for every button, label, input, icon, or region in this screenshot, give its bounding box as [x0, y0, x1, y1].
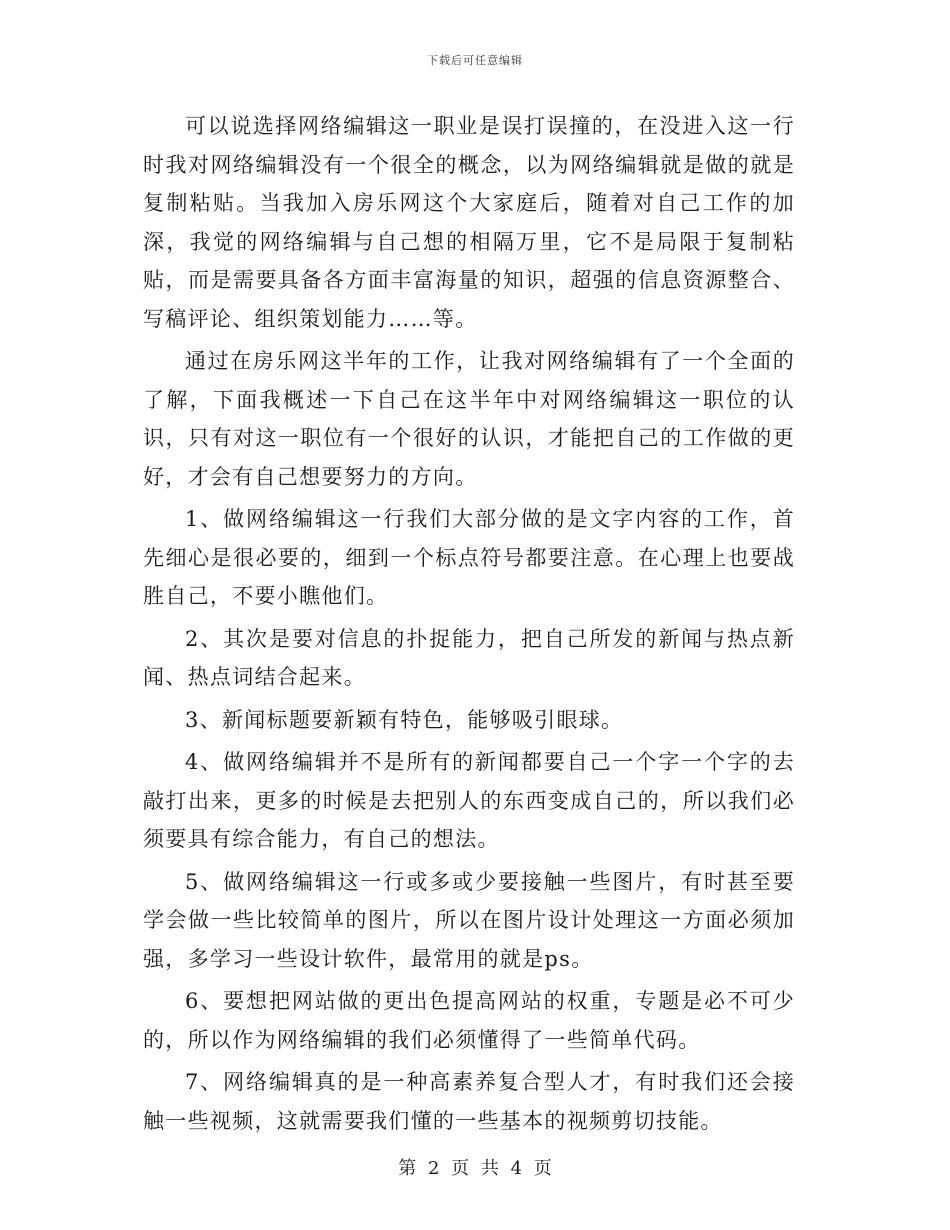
paragraph-point-7: 7、网络编辑真的是一种高素养复合型人才，有时我们还会接触一些视频，这就需要我们懂的一些基本的视频剪切技能。: [143, 1070, 795, 1133]
document-body: [143, 107, 795, 1144]
paragraph-intro: 可以说选择网络编辑这一职业是误打误撞的，在没进入这一行时我对网络编辑没有一个很全的概念，以为网络编辑就是做的就是复制粘贴。当我加入房乐网这个大家庭后，随着对自己工作的加深，我觉的网络编辑与自己想的相隔万里，它不是局限于复制粘贴，而是需要具备各方面丰富海量的知识，超强的信息资源整合、写稿评论、组织策划能力……等。: [143, 114, 795, 331]
paragraph-point-4: 4、做网络编辑并不是所有的新闻都要自己一个字一个字的去敲打出来，更多的时候是去把别人的东西变成自己的，所以我们必须要具有综合能力，有自己的想法。: [143, 750, 795, 851]
paragraph-point-2: 2、其次是要对信息的扑捉能力，把自己所发的新闻与热点新闻、热点词结合起来。: [143, 626, 795, 689]
page-header: 下载后可任意编辑: [427, 54, 523, 67]
paragraph-point-1: 1、做网络编辑这一行我们大部分做的是文字内容的工作，首先细心是很必要的，细到一个标点符号都要注意。在心理上也要战胜自己，不要小瞧他们。: [143, 507, 795, 608]
paragraph-point-3: 3、新闻标题要新颖有特色，能够吸引眼球。: [185, 707, 624, 732]
paragraph-overview: 通过在房乐网这半年的工作，让我对网络编辑有了一个全面的了解，下面我概述一下自己在这半年中对网络编辑这一职位的认识，只有对这一职位有一个很好的认识，才能把自己的工作做的更好，才会有自己想要努力的方向。: [143, 349, 795, 489]
paragraph-point-6: 6、要想把网站做的更出色提高网站的权重，专题是必不可少的，所以作为网络编辑的我们必须懂得了一些简单代码。: [143, 989, 795, 1052]
paragraph-point-5: 5、做网络编辑这一行或多或少要接触一些图片，有时甚至要学会做一些比较简单的图片，所以在图片设计处理这一方面必须加强，多学习一些设计软件，最常用的就是ps。: [143, 869, 795, 971]
page-number-footer: 第 2 页 共 4 页: [398, 1158, 552, 1179]
